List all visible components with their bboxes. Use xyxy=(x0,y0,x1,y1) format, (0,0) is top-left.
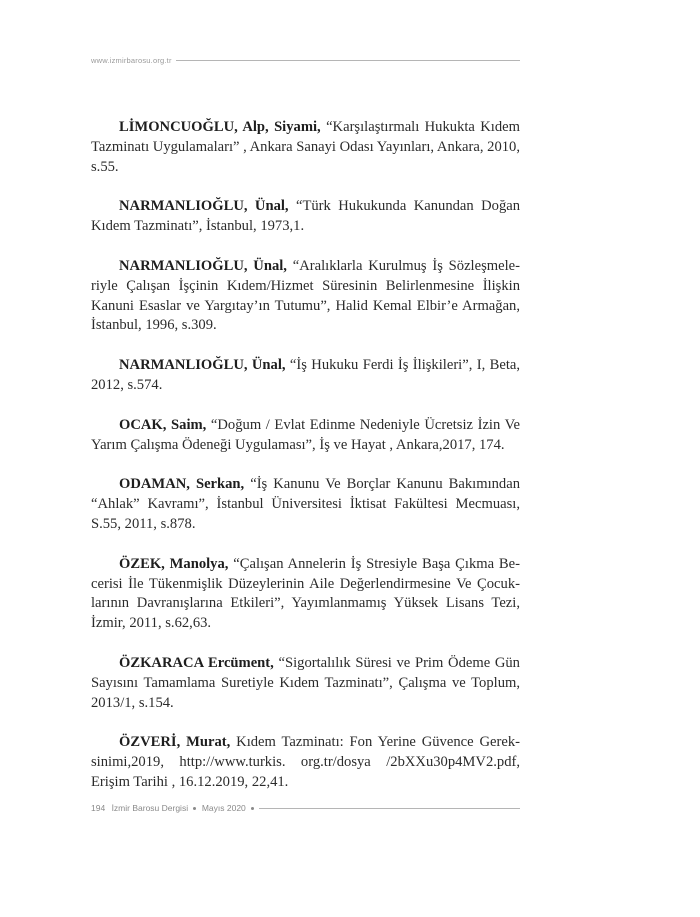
footer-text xyxy=(91,803,257,813)
reference-author: NARMANLIOĞLU, Ünal, xyxy=(119,357,286,374)
reference-item xyxy=(91,555,520,634)
reference-text: “Karşılaştırmalı Hukukta Kıdem Tazminatı Uygulamaları” , Ankara Sanayi Odası Yayınları, Ankara, 2010, s.55. xyxy=(91,119,520,175)
reference-text: “Sigortalılık Süresi ve Prim Ödeme Gün Sayısını Tamamlama Suretiyle Kıdem Tazminatı”, Çalışma ve Toplum, 2013/1, s.154. xyxy=(91,654,520,711)
reference-item xyxy=(91,197,520,237)
issue-date: Mayıs 2020 xyxy=(201,803,246,813)
reference-author: NARMANLIOĞLU, Ünal, xyxy=(119,257,287,274)
reference-text: “İş Hukuku Ferdi İş İlişkileri”, I, Beta, 2012, s.574. xyxy=(91,357,521,393)
reference-item xyxy=(91,733,520,792)
reference-author: ODAMAN, Serkan, xyxy=(119,476,245,493)
reference-item xyxy=(91,416,520,456)
reference-item xyxy=(91,356,520,396)
reference-author: ÖZEK, Manolya, xyxy=(119,555,229,572)
reference-text: “Türk Hukukunda Kanundan Doğan Kıdem Tazminatı”, İstanbul, 1973,1. xyxy=(91,198,521,235)
page-footer xyxy=(91,801,520,815)
separator-dot xyxy=(193,807,196,810)
reference-item xyxy=(91,654,520,713)
reference-author: OCAK, Saim, xyxy=(119,416,207,433)
footer-rule xyxy=(259,808,520,809)
header-rule xyxy=(176,60,520,61)
page-header xyxy=(91,53,520,67)
separator-dot xyxy=(251,807,254,810)
reference-author: NARMANLIOĞLU, Ünal, xyxy=(119,198,289,215)
reference-text: “Çalışan Annelerin İş Stresiyle Başa Çıkma Becerisi İle Tükenmişlik Düzeylerinin Aile Değerlendirmesine Ve Çocuklarının Davranışlarına Etkileri”, Yayımlanmamış Yüksek Lisans Tezi, İzmir, 2011, s.62,63. xyxy=(91,555,520,632)
reference-text: Kıdem Tazminatı: Fon Yerine Güvence Gereksinimi,2019, http://www.turkis. org.tr/dosya /2bXXu30p4MV2.pdf, Erişim Tarihi , 16.12.2019, 22,41. xyxy=(91,734,520,790)
header-url: www.izmirbarosu.org.tr xyxy=(91,55,172,65)
reference-text: “İş Kanunu Ve Borçlar Kanunu Bakımından “Ahlak” Kavramı”, İstanbul Üniversitesi İktisat Fakültesi Mecmuası, S.55, 2011, s.878. xyxy=(91,476,520,532)
reference-list xyxy=(91,118,520,813)
page-number: 194 xyxy=(91,803,106,813)
reference-author: ÖZVERİ, Murat, xyxy=(119,734,231,751)
reference-item xyxy=(91,257,520,336)
reference-item xyxy=(91,475,520,534)
reference-author: ÖZKARACA Ercüment, xyxy=(119,654,274,671)
reference-item xyxy=(91,118,520,177)
journal-name: İzmir Barosu Dergisi xyxy=(111,803,189,813)
reference-text: “Aralıklarla Kurulmuş İş Sözleşmeleriyle Çalışan İşçinin Kıdem/Hizmet Süresinin Belirlenmesine İlişkin Kanuni Esaslar ve Yargıtay’ın Tutumu”, Halid Kemal Elbir’e Armağan, İstanbul, 1996, s.309. xyxy=(91,257,521,334)
reference-author: LİMONCUOĞLU, Alp, Siyami, xyxy=(119,119,321,135)
reference-text: “Doğum / Evlat Edinme Nedeniyle Ücretsiz İzin Ve Yarım Çalışma Ödeneği Uygulaması”, İş ve Hayat , Ankara,2017, 174. xyxy=(91,416,521,453)
